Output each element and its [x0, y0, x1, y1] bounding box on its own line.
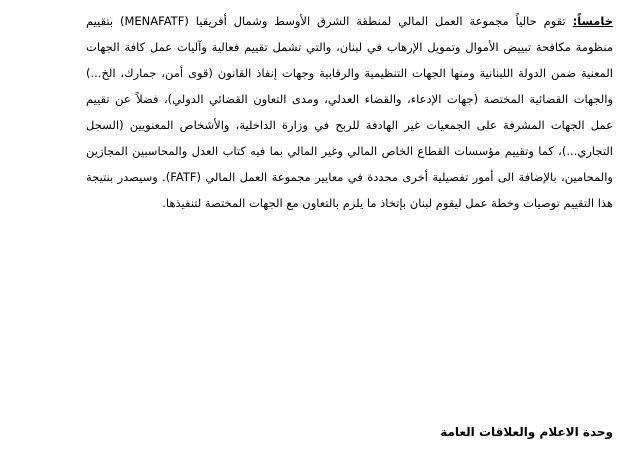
paragraph-text: تقوم حالياً مجموعة العمل المالي لمنطقة الشرق الأوسط وشمال أفريقيا (MENAFATF) بتقييم منظومة مكافحة تبييض الأموال وتمويل الإرهاب في لبنان، والتي تشمل تقييم فعالية وآليات عمل كافة الجهات المعنية ضمن الدولة اللبنانية ومنها الجهات التنظيمية والرقابية وجهات إنفاذ القانون (قوى أمن، جمارك، الخ...) والجهات القضائية المختصة (جهات الإدعاء، والقضاء العدلي، ومدى التعاون القضائي الدولي)، فضلاً عن تقييم عمل الجهات المشرفة على الجمعيات غير الهادفة للربح في وزارة الداخلية، والأشخاص المعنويين (السجل التجاري...)، كما وتقييم مؤسسات القطاع الخاص المالي وغير المالي بما فيه كتاب العدل والمحاسبين المجازين والمحامين، بالإضافة الى أمور تفصيلية أخرى محددة في معايير مجموعة العمل المالي (FATF). وسيصدر بنتيجة هذا التقييم توصيات وخطة عمل ليقوم لبنان بإتخاذ ما يلزم بالتعاون مع الجهات المختصة لتنفيذها.: [86, 14, 613, 210]
section-heading: خامساً:: [572, 14, 613, 28]
signature-line: وحدة الاعلام والعلاقات العامة: [440, 425, 613, 439]
body-paragraph: [86, 8, 613, 216]
